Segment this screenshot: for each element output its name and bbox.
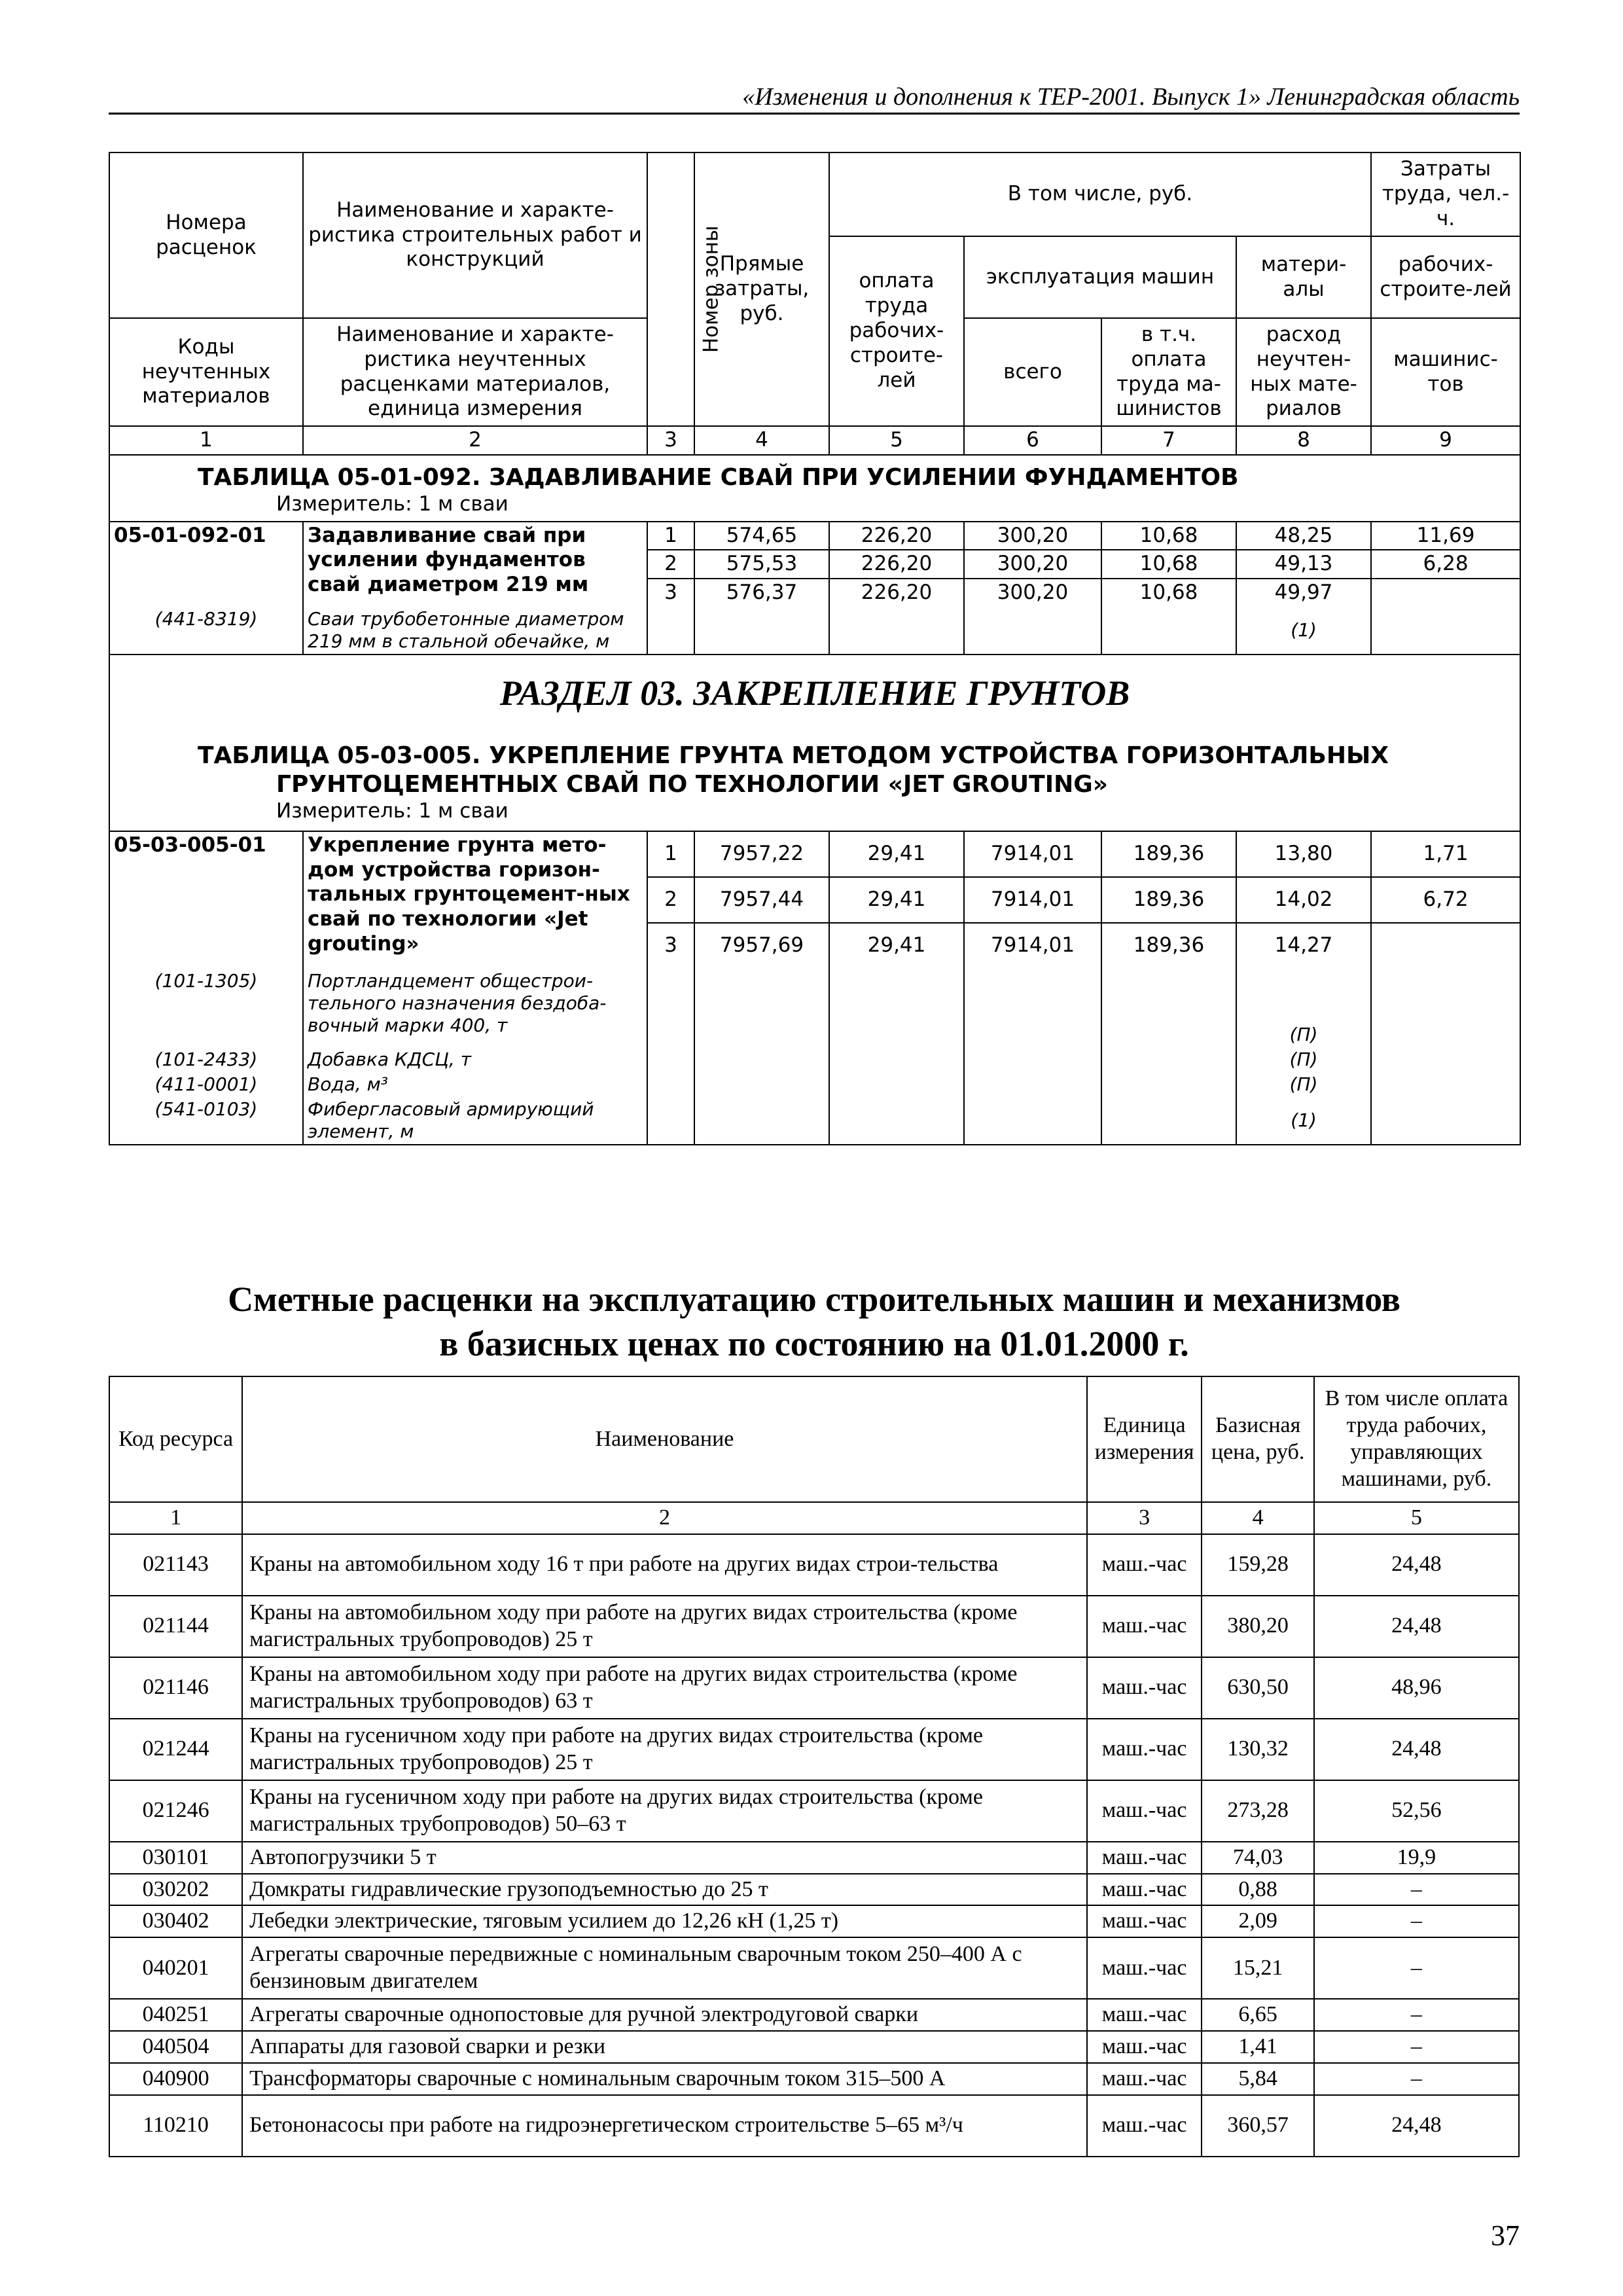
col-num: 3 (1087, 1502, 1202, 1534)
materials: 49,97 (1236, 579, 1371, 607)
machine-total: 300,20 (964, 522, 1101, 550)
table-row (109, 2063, 1519, 2095)
resource-name: Краны на автомобильном ходу при работе на других видах строительства (кроме магистральных трубопроводов) 63 т (242, 1657, 1087, 1719)
resource-name: Краны на гусеничном ходу при работе на других видах строительства (кроме магистральных трубопроводов) 50–63 т (242, 1780, 1087, 1842)
col-num: 1 (109, 426, 303, 455)
materials: 14,27 (1236, 923, 1371, 969)
labor-workers: 11,69 (1371, 522, 1520, 550)
operator-pay: 19,9 (1314, 1842, 1519, 1874)
operator-pay: – (1314, 1999, 1519, 2031)
head-machine-exploitation: эксплуатация машин (964, 236, 1236, 318)
running-header: «Изменения и дополнения к ТЕР-2001. Выпуск 1» Ленинградская область (742, 83, 1520, 111)
base-price: 159,28 (1202, 1534, 1313, 1596)
operator-pay: 10,68 (1101, 579, 1236, 607)
base-price: 130,32 (1202, 1719, 1313, 1780)
material-qty: (П) (1236, 1072, 1371, 1097)
labor-workers (1371, 923, 1520, 969)
worker-pay: 29,41 (829, 831, 964, 877)
head-material-name: Наименование и характе-ристика неучтенных расценками материалов, единица измерения (303, 318, 647, 426)
unit: маш.-час (1087, 1534, 1202, 1596)
base-price: 273,28 (1202, 1780, 1313, 1842)
resource-name: Бетононасосы при работе на гидроэнергетическом строительстве 5–65 м³/ч (242, 2095, 1087, 2157)
table-row (109, 2031, 1519, 2063)
head-material-codes: Коды неучтенных материалов (109, 318, 303, 426)
labor-workers: 1,71 (1371, 831, 1520, 877)
base-price: 360,57 (1202, 2095, 1313, 2157)
head-base-price: Базисная цена, руб. (1202, 1376, 1313, 1502)
base-price: 5,84 (1202, 2063, 1313, 2095)
direct-cost: 575,53 (694, 550, 829, 579)
material-code: (441-8319) (109, 607, 303, 655)
machine-total: 7914,01 (964, 923, 1101, 969)
head-labor-costs: Затраты труда, чел.-ч. (1371, 152, 1520, 236)
operator-pay: 24,48 (1314, 2095, 1519, 2157)
resource-name: Агрегаты сварочные передвижные с номинальным сварочным током 250–400 А с бензиновым двигателем (242, 1937, 1087, 1999)
rate-name: Укрепление грунта мето-дом устройства горизон-тальных грунтоцемент-ных свай по технологии «Jet grouting» (303, 831, 647, 969)
resource-code: 021244 (109, 1719, 242, 1780)
material-name: Сваи трубобетонные диаметром 219 мм в стальной обечайке, м (303, 607, 647, 655)
base-price: 630,50 (1202, 1657, 1313, 1719)
unit: маш.-час (1087, 2063, 1202, 2095)
material-name: Вода, м³ (303, 1072, 647, 1097)
table-row (109, 2095, 1519, 2157)
resource-code: 021146 (109, 1657, 242, 1719)
header-rule (109, 113, 1520, 115)
zone: 1 (647, 831, 694, 877)
resource-name: Домкраты гидравлические грузоподъемностью до 25 т (242, 1874, 1087, 1906)
operator-pay: 24,48 (1314, 1596, 1519, 1657)
operator-pay: – (1314, 2031, 1519, 2063)
direct-cost: 574,65 (694, 522, 829, 550)
resource-name: Краны на автомобильном ходу 16 т при работе на других видах строи-тельства (242, 1534, 1087, 1596)
operator-pay: 10,68 (1101, 522, 1236, 550)
material-code: (411-0001) (109, 1072, 303, 1097)
base-price: 1,41 (1202, 2031, 1313, 2063)
zone: 2 (647, 550, 694, 579)
resource-name: Трансформаторы сварочные с номинальным сварочным током 315–500 А (242, 2063, 1087, 2095)
table-092-caption (109, 455, 1520, 522)
machines-title (109, 1278, 1520, 1366)
unit: маш.-час (1087, 1874, 1202, 1906)
resource-name: Агрегаты сварочные однопостовые для ручной электродуговой сварки (242, 1999, 1087, 2031)
col-num: 5 (1314, 1502, 1519, 1534)
head-material-use: расход неучтен-ных мате-риалов (1236, 318, 1371, 426)
worker-pay: 226,20 (829, 522, 964, 550)
resource-name: Лебедки электрические, тяговым усилием до 12,26 кН (1,25 т) (242, 1905, 1087, 1937)
resource-code: 040201 (109, 1937, 242, 1999)
operator-pay: 24,48 (1314, 1534, 1519, 1596)
rate-code: 05-01-092-01 (109, 522, 303, 607)
direct-cost: 7957,69 (694, 923, 829, 969)
col-num: 4 (1202, 1502, 1313, 1534)
table-row (109, 1874, 1519, 1906)
resource-name: Автопогрузчики 5 т (242, 1842, 1087, 1874)
operator-pay: 189,36 (1101, 923, 1236, 969)
head-work-name: Наименование и характе-ристика строительных работ и конструкций (303, 152, 647, 318)
head-operators: машинис-тов (1371, 318, 1520, 426)
table-row (109, 1905, 1519, 1937)
col-num: 9 (1371, 426, 1520, 455)
table-row (109, 1842, 1519, 1874)
labor-workers (1371, 579, 1520, 607)
machine-total: 7914,01 (964, 831, 1101, 877)
resource-code: 030202 (109, 1874, 242, 1906)
head-workers: рабочих-строите-лей (1371, 236, 1520, 318)
table-row (109, 1999, 1519, 2031)
resource-code: 021143 (109, 1534, 242, 1596)
head-operator-pay: в т.ч. оплата труда ма-шинистов (1101, 318, 1236, 426)
operator-pay: 10,68 (1101, 550, 1236, 579)
table-row (109, 1780, 1519, 1842)
materials: 48,25 (1236, 522, 1371, 550)
table-005-title-line2: ГРУНТОЦЕМЕНТНЫХ СВАЙ ПО ТЕХНОЛОГИИ «JET GROUTING» (276, 771, 1109, 798)
table-092-measure: Измеритель: 1 м сваи (276, 492, 508, 516)
resource-name: Краны на автомобильном ходу при работе на других видах строительства (кроме магистральных трубопроводов) 25 т (242, 1596, 1087, 1657)
head-zone: Номер зоны (647, 152, 694, 426)
direct-cost: 7957,22 (694, 831, 829, 877)
section-title: РАЗДЕЛ 03. ЗАКРЕПЛЕНИЕ ГРУНТОВ (499, 673, 1130, 713)
base-price: 6,65 (1202, 1999, 1313, 2031)
col-num: 6 (964, 426, 1101, 455)
head-resource-code: Код ресурса (109, 1376, 242, 1502)
material-qty: (1) (1236, 607, 1371, 655)
unit: маш.-час (1087, 1999, 1202, 2031)
head-unit: Единица измерения (1087, 1376, 1202, 1502)
materials: 14,02 (1236, 877, 1371, 923)
col-num: 4 (694, 426, 829, 455)
worker-pay: 226,20 (829, 579, 964, 607)
material-code: (541-0103) (109, 1097, 303, 1145)
unit: маш.-час (1087, 2095, 1202, 2157)
zone: 1 (647, 522, 694, 550)
head-operator-pay: В том числе оплата труда рабочих, управляющих машинами, руб. (1314, 1376, 1519, 1502)
base-price: 15,21 (1202, 1937, 1313, 1999)
table-005-title-line1: ТАБЛИЦА 05-03-005. УКРЕПЛЕНИЕ ГРУНТА МЕТОДОМ УСТРОЙСТВА ГОРИЗОНТАЛЬНЫХ (198, 742, 1389, 770)
materials: 13,80 (1236, 831, 1371, 877)
col-num: 2 (303, 426, 647, 455)
material-name: Фибергласовый армирующий элемент, м (303, 1097, 647, 1145)
zone: 2 (647, 877, 694, 923)
head-materials: матери-алы (1236, 236, 1371, 318)
labor-workers: 6,72 (1371, 877, 1520, 923)
machines-title-line2: в базисных ценах по состоянию на 01.01.2000 г. (439, 1323, 1189, 1363)
section-03-caption (109, 655, 1520, 831)
unit: маш.-час (1087, 1719, 1202, 1780)
unit: маш.-час (1087, 1780, 1202, 1842)
head-total: всего (964, 318, 1101, 426)
worker-pay: 29,41 (829, 923, 964, 969)
material-name: Портландцемент общестрои-тельного назначения бездоба-вочный марки 400, т (303, 969, 647, 1047)
rate-code: 05-03-005-01 (109, 831, 303, 969)
col-num: 2 (242, 1502, 1087, 1534)
operator-pay: 24,48 (1314, 1719, 1519, 1780)
material-code: (101-2433) (109, 1047, 303, 1072)
col-num: 1 (109, 1502, 242, 1534)
machine-total: 300,20 (964, 550, 1101, 579)
resource-code: 021246 (109, 1780, 242, 1842)
col-num: 8 (1236, 426, 1371, 455)
col-num: 3 (647, 426, 694, 455)
table-092-title: ТАБЛИЦА 05-01-092. ЗАДАВЛИВАНИЕ СВАЙ ПРИ УСИЛЕНИИ ФУНДАМЕНТОВ (198, 463, 1239, 491)
resource-code: 040900 (109, 2063, 242, 2095)
worker-pay: 226,20 (829, 550, 964, 579)
rates-table (109, 152, 1521, 1145)
head-rate-numbers: Номера расценок (109, 152, 303, 318)
resource-code: 110210 (109, 2095, 242, 2157)
table-row (109, 1534, 1519, 1596)
unit: маш.-час (1087, 2031, 1202, 2063)
direct-cost: 576,37 (694, 579, 829, 607)
material-qty: (П) (1236, 969, 1371, 1047)
head-direct-costs: Прямые затраты, руб. (694, 152, 829, 426)
zone: 3 (647, 923, 694, 969)
resource-code: 040251 (109, 1999, 242, 2031)
base-price: 74,03 (1202, 1842, 1313, 1874)
unit: маш.-час (1087, 1657, 1202, 1719)
worker-pay: 29,41 (829, 877, 964, 923)
machine-total: 7914,01 (964, 877, 1101, 923)
rate-name: Задавливание свай при усилении фундаментов свай диаметром 219 мм (303, 522, 647, 607)
unit: маш.-час (1087, 1596, 1202, 1657)
direct-cost: 7957,44 (694, 877, 829, 923)
table-row (109, 1657, 1519, 1719)
operator-pay: – (1314, 1905, 1519, 1937)
base-price: 0,88 (1202, 1874, 1313, 1906)
base-price: 380,20 (1202, 1596, 1313, 1657)
operator-pay: – (1314, 2063, 1519, 2095)
machines-table (109, 1376, 1520, 2157)
base-price: 2,09 (1202, 1905, 1313, 1937)
operator-pay: 52,56 (1314, 1780, 1519, 1842)
table-row (109, 1596, 1519, 1657)
col-num: 7 (1101, 426, 1236, 455)
machines-title-line1: Сметные расценки на эксплуатацию строительных машин и механизмов (228, 1280, 1400, 1319)
head-worker-pay: оплата труда рабочих-строите-лей (829, 236, 964, 426)
resource-name: Краны на гусеничном ходу при работе на других видах строительства (кроме магистральных трубопроводов) 25 т (242, 1719, 1087, 1780)
resource-code: 021144 (109, 1596, 242, 1657)
table-row (109, 1719, 1519, 1780)
resource-code: 030101 (109, 1842, 242, 1874)
zone: 3 (647, 579, 694, 607)
operator-pay: 48,96 (1314, 1657, 1519, 1719)
materials: 49,13 (1236, 550, 1371, 579)
table-row (109, 1937, 1519, 1999)
material-code: (101-1305) (109, 969, 303, 1047)
head-name: Наименование (242, 1376, 1087, 1502)
page-number: 37 (1491, 2219, 1520, 2251)
operator-pay: – (1314, 1874, 1519, 1906)
head-group-incl: В том числе, руб. (829, 152, 1371, 236)
operator-pay: 189,36 (1101, 831, 1236, 877)
resource-code: 030402 (109, 1905, 242, 1937)
material-name: Добавка КДСЦ, т (303, 1047, 647, 1072)
operator-pay: 189,36 (1101, 877, 1236, 923)
material-qty: (П) (1236, 1047, 1371, 1072)
unit: маш.-час (1087, 1937, 1202, 1999)
material-qty: (1) (1236, 1097, 1371, 1145)
table-005-measure: Измеритель: 1 м сваи (276, 798, 508, 823)
resource-name: Аппараты для газовой сварки и резки (242, 2031, 1087, 2063)
machine-total: 300,20 (964, 579, 1101, 607)
col-num: 5 (829, 426, 964, 455)
unit: маш.-час (1087, 1905, 1202, 1937)
operator-pay: – (1314, 1937, 1519, 1999)
unit: маш.-час (1087, 1842, 1202, 1874)
labor-workers: 6,28 (1371, 550, 1520, 579)
resource-code: 040504 (109, 2031, 242, 2063)
